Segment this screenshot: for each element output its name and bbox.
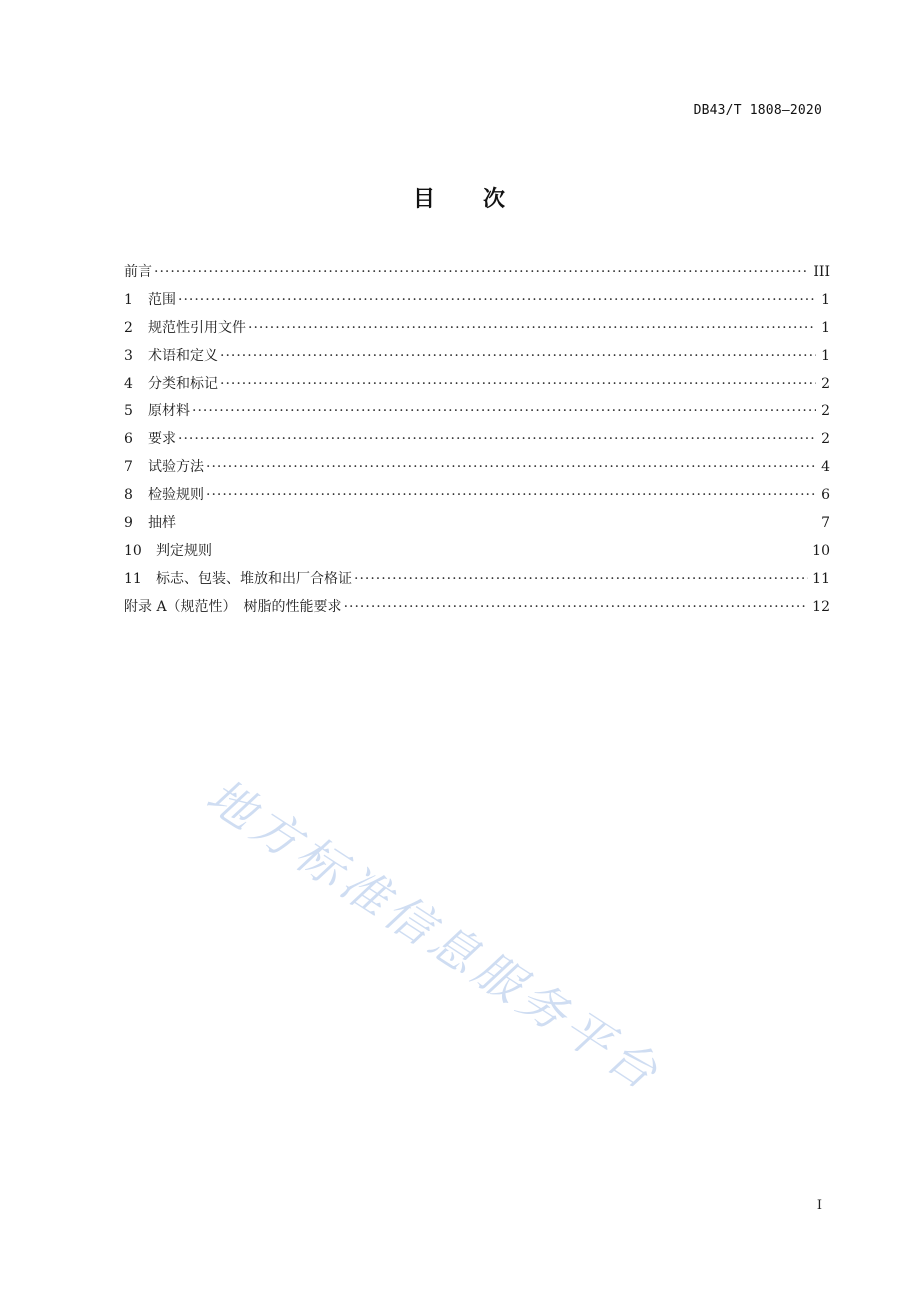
toc-entry-label: 试验方法 (148, 459, 204, 476)
toc-leader-dots (178, 287, 816, 315)
toc-leader-dots (178, 426, 816, 454)
toc-title-right: 次 (483, 187, 508, 212)
toc-entry-page: 10 (812, 542, 830, 559)
toc-entry-label: 标志、包装、堆放和出厂合格证 (156, 570, 352, 587)
toc-entry-appendix-a[interactable] (124, 594, 830, 622)
toc-entry-label: 检验规则 (148, 487, 204, 504)
toc-entry-page: 1 (821, 347, 830, 364)
toc-leader-dots (248, 315, 816, 343)
toc-title-left: 目 (412, 187, 437, 212)
toc-leader-dots (354, 566, 808, 594)
document-code: DB43/T 1808—2020 (693, 103, 822, 118)
toc-leader-dots (206, 482, 816, 510)
toc-entry-label: 要求 (148, 431, 176, 448)
toc-entry-number: 6 (124, 431, 133, 448)
toc-entry-inspection-rules[interactable] (124, 482, 830, 510)
toc-entry-page: 4 (821, 459, 830, 476)
toc-entry-page: III (813, 264, 830, 280)
toc-leader-dots (154, 259, 809, 287)
toc-entry-raw-materials[interactable] (124, 398, 830, 426)
toc-entry-sampling[interactable] (124, 510, 830, 538)
toc-entry-number: 11 (124, 570, 142, 587)
toc-leader-dots (206, 454, 816, 482)
toc-list (124, 259, 830, 622)
toc-entry-normative-references[interactable] (124, 315, 830, 343)
toc-entry-number: 1 (124, 291, 133, 308)
toc-entry-test-methods[interactable] (124, 454, 830, 482)
toc-entry-label: 前言 (124, 264, 152, 280)
toc-entry-page: 1 (821, 319, 830, 336)
page-number: I (816, 1198, 822, 1213)
toc-entry-judgment-rules[interactable] (124, 538, 830, 566)
toc-entry-page: 11 (812, 570, 830, 587)
toc-entry-label: 附录 A（规范性） 树脂的性能要求 (124, 598, 342, 615)
toc-entry-foreword[interactable] (124, 259, 830, 287)
toc-entry-classification[interactable] (124, 371, 830, 399)
toc-entry-number: 7 (124, 459, 133, 476)
toc-leader-dots (220, 371, 816, 399)
toc-entry-label: 原材料 (148, 403, 190, 420)
toc-entry-number: 2 (124, 319, 133, 336)
toc-entry-marking-packaging[interactable] (124, 566, 830, 594)
toc-entry-page: 1 (821, 291, 830, 308)
toc-entry-label: 分类和标记 (148, 375, 218, 392)
toc-leader-dots (192, 398, 816, 426)
toc-entry-page: 2 (821, 375, 830, 392)
toc-entry-page: 2 (821, 403, 830, 420)
toc-entry-terms-definitions[interactable] (124, 343, 830, 371)
toc-entry-page: 12 (812, 598, 830, 615)
toc-entry-label: 抽样 (148, 515, 176, 532)
toc-entry-number: 10 (124, 542, 142, 559)
toc-entry-number: 8 (124, 487, 133, 504)
toc-entry-page: 2 (821, 431, 830, 448)
toc-entry-page: 6 (821, 487, 830, 504)
toc-entry-label: 判定规则 (156, 542, 212, 559)
toc-leader-dots (220, 343, 816, 371)
watermark-text: 地方标准信息服务平台 (196, 768, 672, 1104)
toc-entry-label: 术语和定义 (148, 347, 218, 364)
toc-entry-scope[interactable] (124, 287, 830, 315)
toc-leader-dots (344, 594, 809, 622)
toc-entry-number: 5 (124, 403, 133, 420)
toc-entry-label: 规范性引用文件 (148, 319, 246, 336)
toc-entry-requirements[interactable] (124, 426, 830, 454)
toc-entry-page: 7 (821, 515, 830, 532)
toc-entry-number: 4 (124, 375, 133, 392)
toc-entry-label: 范围 (148, 291, 176, 308)
toc-entry-number: 9 (124, 515, 133, 532)
toc-entry-number: 3 (124, 347, 133, 364)
toc-title (0, 182, 920, 213)
